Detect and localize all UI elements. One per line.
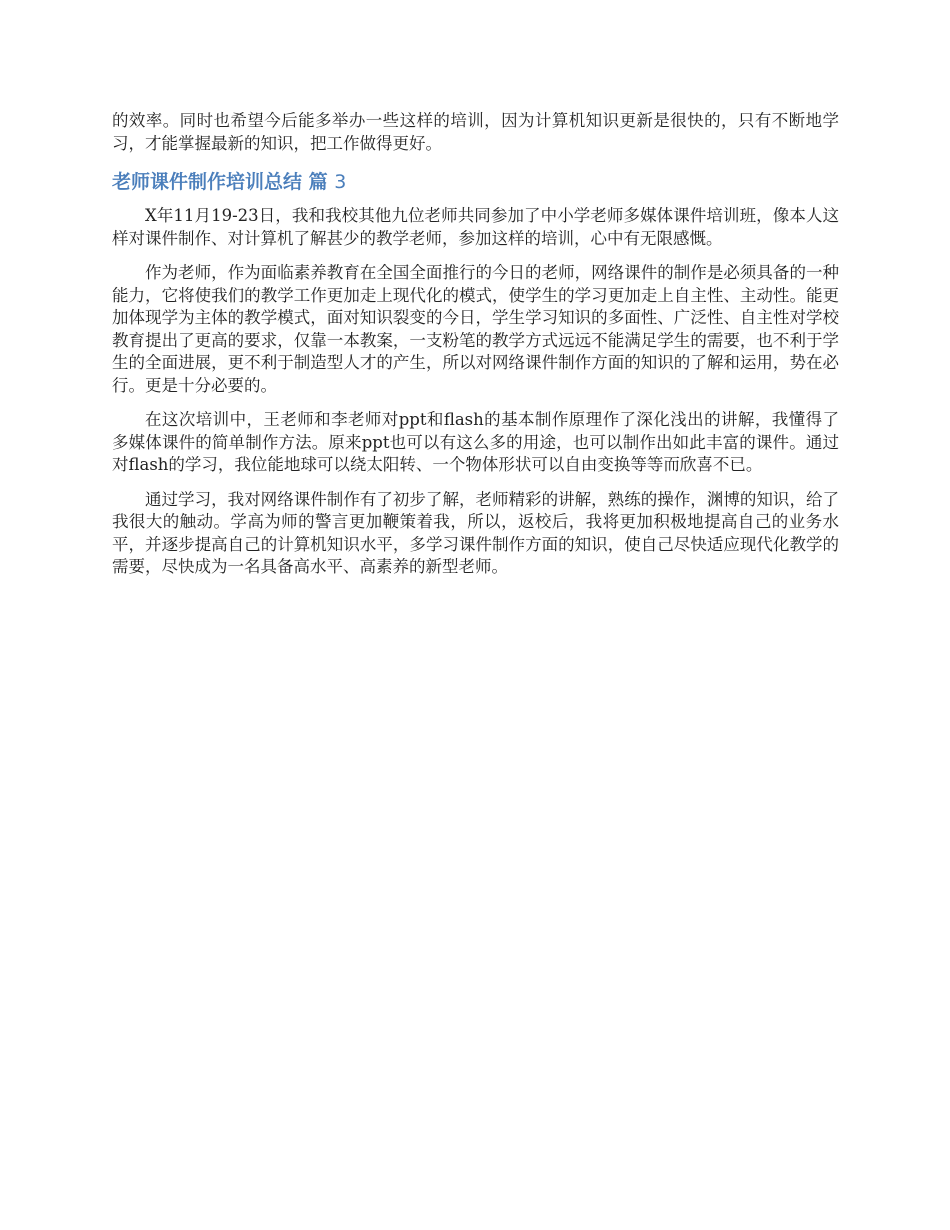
paragraph-2: 作为老师，作为面临素养教育在全国全面推行的今日的老师，网络课件的制作是必须具备的一种能力，它将使我们的教学工作更加走上现代化的模式，使学生的学习更加走上自主性、主动性。能更加体现学为主体的教学模式，面对知识裂变的今日，学生学习知识的多面性、广泛性、自主性对学校教育提出了更高的要求，仅靠一本教案，一支粉笔的教学方式远远不能满足学生的需要，也不利于学生的全面进展，更不利于制造型人才的产生，所以对网络课件制作方面的知识的了解和运用，势在必行。更是十分必要的。	[112, 263, 839, 395]
paragraph-3: 在这次培训中，王老师和李老师对ppt和flash的基本制作原理作了深化浅出的讲解，我懂得了多媒体课件的简单制作方法。原来ppt也可以有这么多的用途，也可以制作出如此丰富的课件。通过对flash的学习，我位能地球可以绕太阳转、一个物体形状可以自由变换等等而欣喜不已。	[112, 410, 839, 474]
paragraph-1: X年11月19-23日，我和我校其他九位老师共同参加了中小学老师多媒体课件培训班，像本人这样对课件制作、对计算机了解甚少的教学老师，参加这样的培训，心中有无限感慨。	[112, 206, 839, 248]
section-heading-number: 3	[334, 171, 347, 193]
document-page	[112, 110, 839, 591]
intro-paragraph: 的效率。同时也希望今后能多举办一些这样的培训，因为计算机知识更新是很快的，只有不断地学习，才能掌握最新的知识，把工作做得更好。	[112, 111, 839, 153]
section-heading-title: 老师课件制作培训总结 篇	[112, 171, 328, 193]
section-heading	[112, 169, 839, 195]
paragraph-4: 通过学习，我对网络课件制作有了初步了解，老师精彩的讲解，熟练的操作，渊博的知识，给了我很大的触动。学高为师的警言更加鞭策着我，所以，返校后，我将更加积极地提高自己的业务水平，并逐步提高自己的计算机知识水平，多学习课件制作方面的知识，使自己尽快适应现代化教学的需要，尽快成为一名具备高水平、高素养的新型老师。	[112, 489, 839, 576]
